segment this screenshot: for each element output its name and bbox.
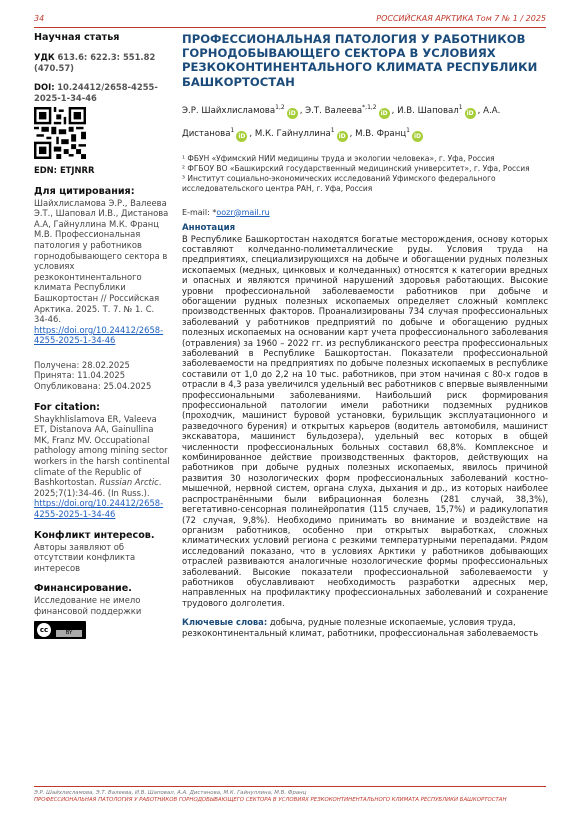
author-name: А.А. Дистанова [182, 105, 501, 139]
orcid-icon[interactable]: iD [466, 109, 474, 117]
received-date: Получена: 28.02.2025 [34, 359, 130, 370]
author-entry [182, 103, 303, 117]
author-affiliation-mark: 1 [458, 103, 463, 111]
author-name: Э.Р. Шайхлисламова [182, 105, 276, 116]
author-affiliation-mark: 1 [330, 126, 335, 134]
keywords [182, 617, 548, 638]
journal-name: РОССИЙСКАЯ АРКТИКА Том 7 № 1 / 2025 [376, 14, 546, 23]
footer-rule [34, 786, 546, 787]
author-affiliation-mark: 1,2 [275, 103, 285, 111]
by-label: BY [56, 630, 82, 637]
author-separator: , [349, 128, 353, 139]
author-entry [355, 126, 425, 140]
edn: EDN: ETJNRR [34, 164, 95, 175]
cite-text-ru: Шайхлисламова Э.Р., Валеева Э.Т., Шаповал И.В., Дистанова А.А, Гайнуллина М.К. Франц М.В. Профессиональная патология у работников горнодобывающего сектора в условиях резкоконтинентального климата Республики Башкортостан // Российская Арктика. 2025. Т. 7. № 1. С. 34-46. [34, 197, 169, 325]
orcid-icon[interactable]: iD [413, 132, 422, 140]
cite-text-en-main: Shaykhlislamova ER, Valeeva ET, Distanova AA, Gainullina MK, Franz MV. Occupational pathology among mining sector workers in the harsh continental climate of the Republic of Bashkortostan. [34, 413, 170, 488]
running-header [34, 14, 546, 26]
email-label: E-mail: * [182, 207, 217, 217]
author-name: М.К. Гайнуллина [254, 128, 331, 139]
conflict-text: Авторы заявляют об отсутствии конфликта интересов [34, 541, 136, 573]
author-name: М.В. Франц [355, 128, 407, 139]
cite-link-ru[interactable]: https://doi.org/10.24412/2658-4255-2025-1-34-46 [34, 324, 164, 346]
qr-code-icon[interactable] [34, 107, 86, 159]
keywords-text: добыча, рудные полезные ископаемые, условия труда, резкоконтинентальный климат, работники, профессиональная заболеваемость [182, 617, 539, 638]
published-date: Опубликована: 25.04.2025 [34, 381, 152, 392]
author-separator: , [249, 128, 253, 139]
orcid-icon[interactable]: iD [288, 109, 296, 117]
author-entry [305, 103, 395, 117]
cite-text-en-tail: . 2025;7(1):34-46. (In Russ.). [34, 477, 162, 498]
funding-text: Исследование не имело финансовой поддержки [34, 595, 142, 616]
author-affiliation-mark: 1 [230, 126, 235, 134]
citation-heading-en: For citation: [34, 401, 100, 413]
affiliations [182, 154, 548, 194]
contact-email [182, 208, 548, 217]
author-entry [397, 103, 481, 117]
cc-label: cc [37, 623, 51, 637]
author-list [182, 98, 548, 144]
author-name: Э.Т. Валеева [305, 105, 363, 116]
abstract-text: В Республике Башкортостан находятся богатые месторождения, основу которых составляют колчеданно-полиметаллические руды. Условия труда на предприятиях, специализирующихся на добыче и обогащении рудных полезных ископаемых (медных, цинковых и колчеданных) относятся к категории вредных и опасных и являются причиной нарушений здоровья работающих. Высокие уровни профессиональной заболеваемости работников при добыче и обогащении рудных полезных ископаемых определяет сложный комплекс производственных факторов. Проанализированы 734 случая профессиональных заболеваний у работников предприятий по добыче и обогащению рудных полезных ископаемых на основании карт учета профессионального заболевания (отравления) за 1960 – 2022 гг. из республиканского реестра профессиональных заболеваний в Республике Башкортостан. Показатели профессиональной заболеваемости на предприятиях по добыче полезных ископаемых в республике составили от 1,0 до 2,2 на 10 тыс. работников, при этом начиная с 80-х годов в отрасли в 4,3 раза увеличился удельный вес работников с впервые выявленными профессиональными заболеваниями. Наибольший риск формирования профессиональной патологии имели работники подземных рудников (проходчик, машинист буровой установки, бурильщик эксплуатационного и разведочного бурения) и открытых карьеров (водитель автомобиля, машинист экскаватора, машинист бульдозера), удельный вес которых в общей численности профессиональных больных составил 68,8%. Комплексное и комбинированное действие производственных факторов, действующих на работников при добыче рудных полезных ископаемых, явилось причиной развития 30 нозологических форм профессиональных заболеваний костно-мышечной, нервной систем, органа слуха, дыхания и др., из которых наиболее распространёнными были вибрационная болезнь (281 случай, 38,3%), вегетативно-сенсорная полинейропатия (115 случаев, 15,7%) и радикулопатия (72 случая, 9,8%). Необходимо принимать во внимание и воздействие на организм работников, особенно при открытых выработках, сложных климатических условий региона с резкими температурными перепадами. Рядом исследований показано, что в условиях Арктики у работников добывающих отраслей развиваются аналогичные нозологические формы профессиональных заболеваний. Высокие показатели профессиональной заболеваемости у работников обуславливают необходимость разработки адресных мер, направленных на профилактику профессиональных заболеваний и сохранение трудового долголетия. [182, 233, 548, 608]
article-main [182, 32, 548, 638]
author-name: И.В. Шаповал [397, 105, 459, 116]
doi-label: DOI: [34, 82, 55, 93]
affiliation-1: ¹ ФБУН «Уфимский НИИ медицины труда и экологии человека», г. Уфа, Россия [182, 153, 495, 163]
running-footer [34, 790, 546, 803]
cite-heading: Для цитирования: [34, 185, 135, 197]
orcid-icon[interactable]: iD [238, 132, 246, 140]
email-link[interactable]: oozr@mail.ru [216, 207, 270, 217]
author-separator: , [299, 105, 303, 116]
udk [34, 52, 170, 73]
cite-text-en-journal: Russian Arctic [99, 477, 159, 488]
udk-value: 613.6: 622.3: 551.82 (470.57) [34, 52, 156, 73]
author-separator: , [477, 105, 481, 116]
orcid-icon[interactable]: iD [380, 109, 388, 117]
udk-label: УДК [34, 52, 55, 62]
author-affiliation-mark: 1 [406, 126, 410, 134]
article-type: Научная статья [34, 32, 120, 43]
author-separator: , [391, 105, 395, 116]
footer-title: ПРОФЕССИОНАЛЬНАЯ ПАТОЛОГИЯ У РАБОТНИКОВ ГОРНОДОБЫВАЮЩЕГО СЕКТОРА В УСЛОВИЯХ РЕЗКОКОНТИНЕНТАЛЬНОГО КЛИМАТА РЕСПУБЛИКИ БАШКОРТОСТАН [34, 796, 507, 803]
cite-text-en [34, 414, 170, 499]
page-number: 34 [34, 14, 45, 23]
affiliation-3: ³ Институт социально-экономических исследований Уфимского федерального исследовательского центра РАН, г. Уфа, Россия [182, 173, 496, 193]
affiliation-2: ² ФГБОУ ВО «Башкирский государственный медицинский университет», г. Уфа, Россия [182, 163, 530, 173]
abstract-heading: Аннотация [182, 222, 236, 233]
keywords-label: Ключевые слова: [182, 617, 268, 628]
author-affiliation-mark: *,1,2 [362, 103, 377, 111]
sidebar [34, 32, 170, 639]
header-rule [34, 27, 546, 28]
orcid-icon[interactable]: iD [338, 132, 346, 140]
author-entry [254, 126, 353, 140]
article-title: ПРОФЕССИОНАЛЬНАЯ ПАТОЛОГИЯ У РАБОТНИКОВ ГОРНОДОБЫВАЮЩЕГО СЕКТОРА В УСЛОВИЯХ РЕЗКОКОНТИНЕНТАЛЬНОГО КЛИМАТА РЕСПУБЛИКИ БАШКОРТОСТАН [182, 32, 538, 89]
cc-by-license-icon[interactable] [34, 621, 86, 639]
cite-link-en[interactable]: https://doi.org/10.24412/2658-4255-2025-1-34-46 [34, 498, 164, 519]
footer-authors: Э.Р. Шайхлисламова, Э.Т. Валеева, И.В. Шаповал, А.А. Дистанова, М.К. Гайнуллина, М.В. Франц [34, 790, 307, 796]
doi [34, 82, 170, 103]
conflict-heading: Конфликт интересов. [34, 529, 155, 541]
funding-heading: Финансирование. [34, 583, 132, 595]
doi-value: 10.24412/2658-4255-2025-1-34-46 [34, 82, 158, 103]
accepted-date: Принята: 11.04.2025 [34, 370, 126, 381]
